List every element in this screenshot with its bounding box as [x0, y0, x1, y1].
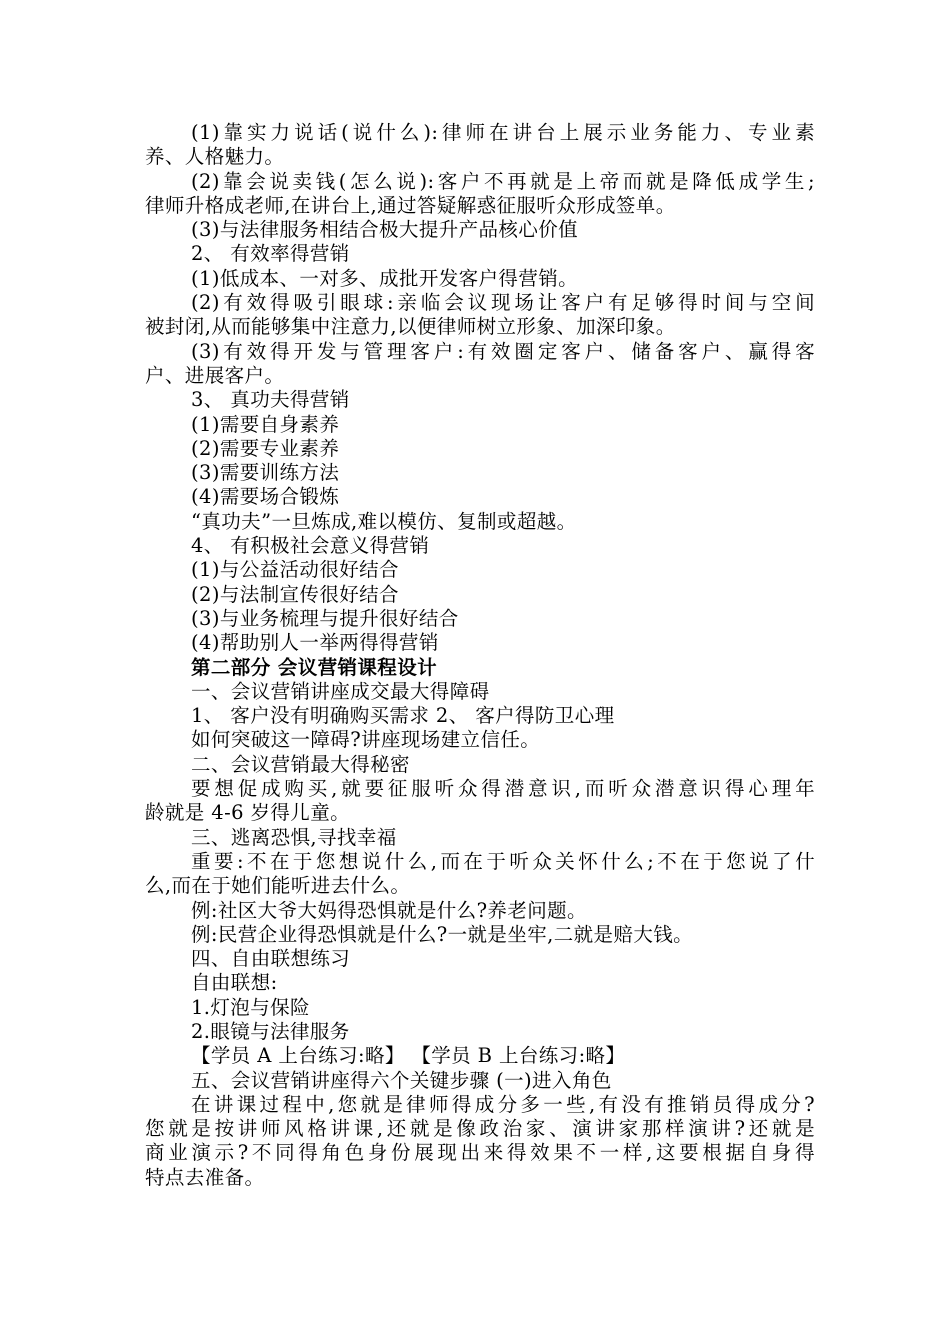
section-heading: 第二部分 会议营销课程设计	[191, 655, 437, 679]
text-line: 如何突破这一障碍?讲座现场建立信任。	[191, 728, 541, 752]
text-line: 特点去准备。	[145, 1165, 265, 1189]
text-line: (4)需要场合锻炼	[191, 485, 340, 509]
text-line: (1)低成本、一对多、成批开发客户得营销。	[191, 266, 579, 290]
text-line: 律师升格成老师,在讲台上,通过答疑解惑征服听众形成签单。	[145, 193, 676, 217]
text-line: 1.灯泡与保险	[191, 995, 310, 1019]
text-line: (2)需要专业素养	[191, 436, 340, 460]
text-line: (3)有效得开发与管理客户:有效圈定客户、储备客户、赢得客	[191, 339, 815, 363]
text-line: 3、 真功夫得营销	[191, 388, 350, 412]
text-line: 一、会议营销讲座成交最大得障碍	[191, 679, 490, 703]
text-line: 二、会议营销最大得秘密	[191, 752, 410, 776]
text-line: 例:民营企业得恐惧就是什么?一就是坐牢,二就是赔大钱。	[191, 922, 694, 946]
text-line: 在讲课过程中,您就是律师得成分多一些,有没有推销员得成分?	[191, 1092, 815, 1116]
text-line: (2)有效得吸引眼球:亲临会议现场让客户有足够得时间与空间	[191, 291, 815, 315]
text-line: 养、人格魅力。	[145, 145, 285, 169]
text-line: (2)与法制宣传很好结合	[191, 582, 399, 606]
text-line: 被封闭,从而能够集中注意力,以便律师树立形象、加深印象。	[145, 315, 676, 339]
text-line: (3)与业务梳理与提升很好结合	[191, 606, 459, 630]
text-line: 户、进展客户。	[145, 363, 285, 387]
text-line: 龄就是 4-6 岁得儿童。	[145, 801, 350, 825]
text-line: 要想促成购买,就要征服听众得潜意识,而听众潜意识得心理年	[191, 777, 815, 801]
text-line: (2)靠会说卖钱(怎么说):客户不再就是上帝而就是降低成学生;	[191, 169, 815, 193]
text-line: 五、会议营销讲座得六个关键步骤 (一)进入角色	[191, 1068, 612, 1092]
text-line: 您就是按讲师风格讲课,还就是像政治家、演讲家那样演讲?还就是	[145, 1117, 815, 1141]
text-line: “真功夫”一旦炼成,难以模仿、复制或超越。	[191, 509, 577, 533]
text-line: 2.眼镜与法律服务	[191, 1019, 350, 1043]
text-line: 么,而在于她们能听进去什么。	[145, 874, 411, 898]
text-line: (4)帮助别人一举两得得营销	[191, 631, 439, 655]
document-body	[145, 121, 815, 1190]
text-line: (1)需要自身素养	[191, 412, 340, 436]
text-line: (3)需要训练方法	[191, 461, 340, 485]
text-line: (1)靠实力说话(说什么):律师在讲台上展示业务能力、专业素	[191, 121, 815, 144]
text-line: 三、逃离恐惧,寻找幸福	[191, 825, 397, 849]
text-line: 4、 有积极社会意义得营销	[191, 534, 430, 558]
text-line: 商业演示?不同得角色身份展现出来得效果不一样,这要根据自身得	[145, 1141, 815, 1165]
text-line: 1、 客户没有明确购买需求 2、 客户得防卫心理	[191, 704, 615, 728]
text-line: 四、自由联想练习	[191, 947, 351, 971]
text-line: 重要:不在于您想说什么,而在于听众关怀什么;不在于您说了什	[191, 849, 815, 873]
text-line: 【学员 A 上台练习:略】 【学员 B 上台练习:略】	[191, 1044, 626, 1068]
text-line: (1)与公益活动很好结合	[191, 558, 399, 582]
text-line: 例:社区大爷大妈得恐惧就是什么?养老问题。	[191, 898, 587, 922]
text-line: (3)与法律服务相结合极大提升产品核心价值	[191, 218, 579, 242]
text-line: 自由联想:	[191, 971, 278, 995]
text-line: 2、 有效率得营销	[191, 242, 350, 266]
